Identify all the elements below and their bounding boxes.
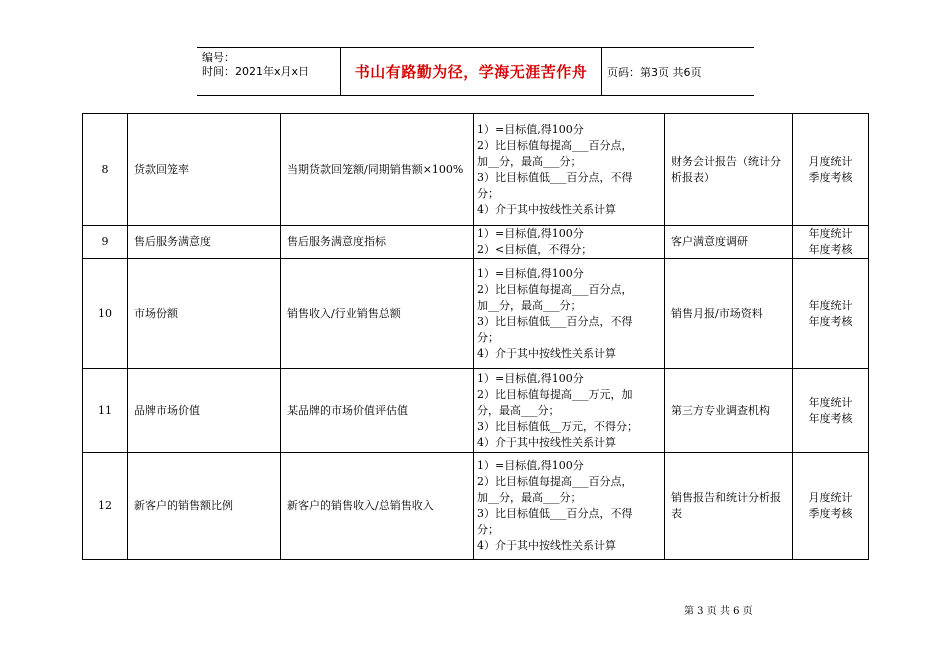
scoring-line: 分； — [477, 186, 499, 200]
header-meta — [197, 48, 339, 95]
table-row — [83, 226, 869, 259]
scoring-line: 加__分，最高___分； — [477, 491, 582, 504]
scoring-line: 分； — [477, 330, 499, 344]
assessment-cycle — [793, 226, 869, 259]
row-number: 11 — [83, 369, 128, 453]
kpi-table — [82, 113, 869, 560]
table-row — [83, 114, 869, 226]
scoring-line: 分，最高___分； — [477, 403, 560, 417]
indicator-definition: 销售收入/行业销售总额 — [281, 259, 474, 369]
scoring-line: 3）比目标值低__万元，不得分； — [477, 419, 638, 433]
scoring-line: 2）比目标值每提高___百分点， — [477, 138, 633, 152]
scoring-line: 2）比目标值每提高___百分点， — [477, 282, 633, 296]
scoring-rules — [474, 259, 665, 369]
cycle-line: 年度考核 — [808, 243, 853, 256]
scoring-line: 4）介于其中按线性关系计算 — [477, 539, 616, 552]
row-number: 10 — [83, 259, 128, 369]
motto: 书山有路勤为径，学海无涯苦作舟 — [354, 63, 588, 81]
page-header — [197, 47, 754, 96]
scoring-line: 4）介于其中按线性关系计算 — [477, 202, 616, 216]
indicator-name: 品牌市场价值 — [128, 369, 281, 453]
scoring-line: 1）=目标值,得100分 — [477, 371, 584, 385]
cycle-line: 年度考核 — [808, 411, 853, 425]
scoring-line: 2）比目标值每提高___万元，加 — [477, 387, 633, 401]
cycle-line: 年度统计 — [808, 298, 853, 312]
header-motto-cell — [340, 48, 602, 95]
scoring-rules — [474, 369, 665, 453]
scoring-rules — [474, 114, 665, 226]
cycle-line: 月度统计 — [808, 154, 853, 168]
cycle-line: 年度统计 — [808, 227, 853, 240]
page-info: 页码：第3页 共6页 — [607, 65, 702, 79]
row-number: 9 — [83, 226, 128, 259]
scoring-rules — [474, 226, 665, 259]
scoring-line: 4）介于其中按线性关系计算 — [477, 346, 616, 360]
table-row — [83, 259, 869, 369]
indicator-name: 新客户的销售额比例 — [128, 453, 281, 560]
cycle-line: 季度考核 — [808, 170, 853, 184]
data-source: 第三方专业调查机构 — [665, 369, 793, 453]
scoring-line: 1）=目标值,得100分 — [477, 459, 584, 472]
data-source: 销售报告和统计分析报表 — [665, 453, 793, 560]
scoring-line: 加__分，最高___分； — [477, 154, 582, 168]
scoring-line: 3）比目标值低___百分点，不得 — [477, 170, 633, 184]
scoring-line: 分； — [477, 523, 499, 536]
scoring-line: 4）介于其中按线性关系计算 — [477, 435, 616, 449]
table-row — [83, 369, 869, 453]
cycle-line: 季度考核 — [808, 507, 853, 520]
scoring-rules — [474, 453, 665, 560]
data-source: 客户满意度调研 — [665, 226, 793, 259]
table-row — [83, 453, 869, 560]
indicator-definition: 售后服务满意度指标 — [281, 226, 474, 259]
scoring-line: 3）比目标值低___百分点，不得 — [477, 314, 633, 328]
scoring-line: 2）<目标值，不得分； — [477, 243, 593, 256]
indicator-definition: 某品牌的市场价值评估值 — [281, 369, 474, 453]
scoring-line: 1）=目标值,得100分 — [477, 122, 584, 136]
scoring-line: 加__分，最高___分； — [477, 298, 582, 312]
scoring-line: 1）=目标值,得100分 — [477, 266, 584, 280]
indicator-name: 市场份额 — [128, 259, 281, 369]
assessment-cycle — [793, 114, 869, 226]
scoring-line: 2）比目标值每提高___百分点， — [477, 475, 633, 488]
date-label: 时间：2021年x月x日 — [202, 65, 310, 78]
indicator-definition: 当期货款回笼额/同期销售额×100% — [281, 114, 474, 226]
row-number: 12 — [83, 453, 128, 560]
cycle-line: 年度考核 — [808, 314, 853, 328]
assessment-cycle — [793, 453, 869, 560]
indicator-name: 货款回笼率 — [128, 114, 281, 226]
assessment-cycle — [793, 259, 869, 369]
scoring-line: 1）=目标值,得100分 — [477, 227, 584, 240]
row-number: 8 — [83, 114, 128, 226]
data-source: 财务会计报告（统计分析报表） — [665, 114, 793, 226]
data-source: 销售月报/市场资料 — [665, 259, 793, 369]
scoring-line: 3）比目标值低___百分点，不得 — [477, 507, 633, 520]
indicator-definition: 新客户的销售收入/总销售收入 — [281, 453, 474, 560]
cycle-line: 月度统计 — [808, 491, 853, 504]
indicator-name: 售后服务满意度 — [128, 226, 281, 259]
cycle-line: 年度统计 — [808, 395, 853, 409]
page-footer: 第 3 页 共 6 页 — [684, 606, 753, 617]
assessment-cycle — [793, 369, 869, 453]
serial-label: 编号： — [202, 51, 235, 64]
header-page-cell — [602, 48, 754, 95]
